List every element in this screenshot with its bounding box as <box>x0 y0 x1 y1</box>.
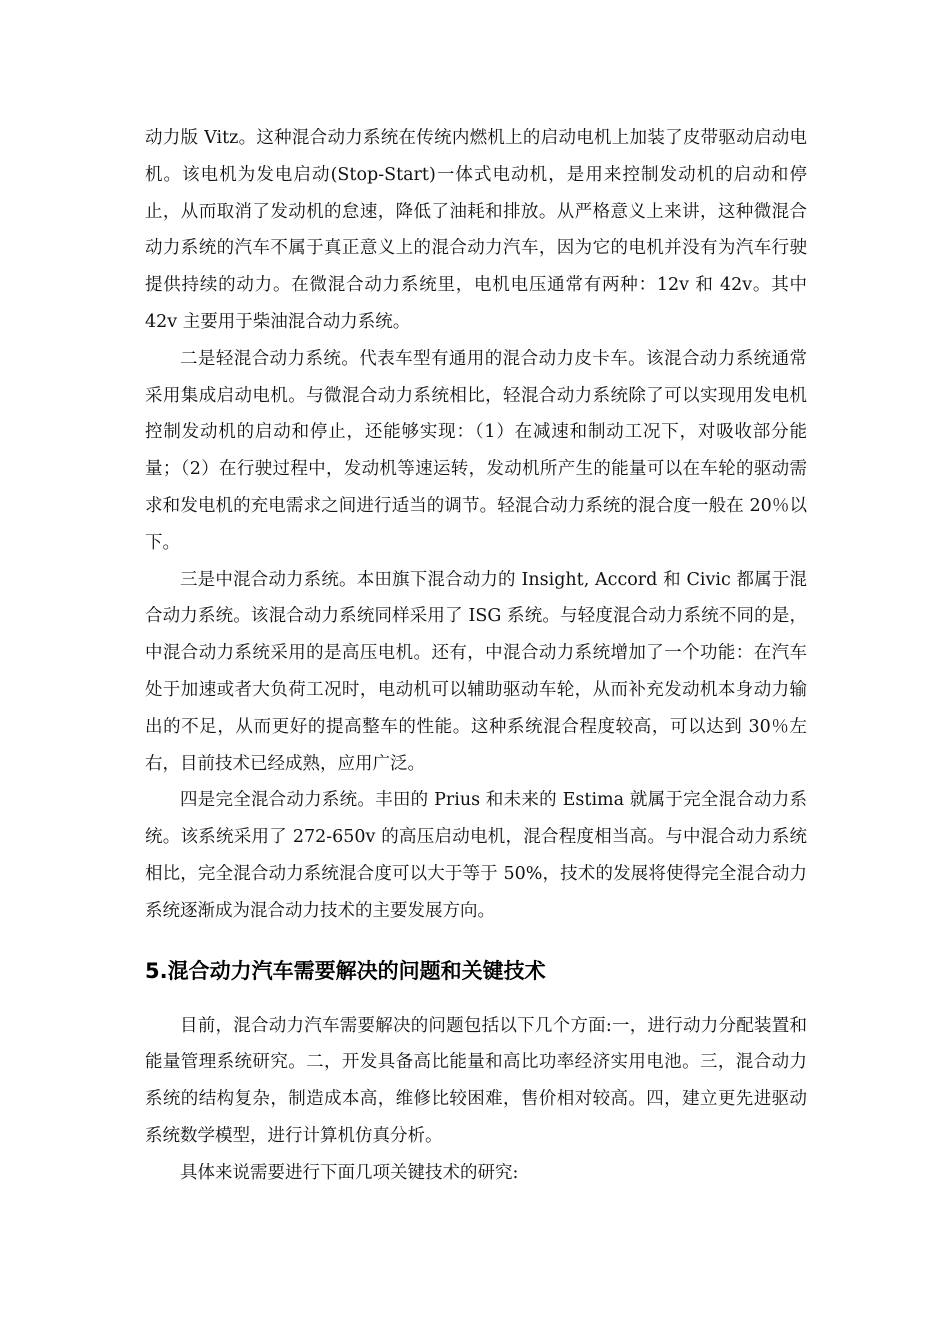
paragraph-mild-hybrid: 二是轻混合动力系统。代表车型有通用的混合动力皮卡车。该混合动力系统通常采用集成启动电机。与微混合动力系统相比，轻混合动力系统除了可以实现用发电机控制发动机的启动和停止，还能够实现：（1）在减速和制动工况下，对吸收部分能量；（2）在行驶过程中，发动机等速运转，发动机所产生的能量可以在车轮的驱动需求和发电机的充电需求之间进行适当的调节。轻混合动力系统的混合度一般在 20％以下。 <box>145 348 807 553</box>
section-heading: 5.混合动力汽车需要解决的问题和关键技术 <box>145 958 546 983</box>
paragraph-medium-hybrid: 三是中混合动力系统。本田旗下混合动力的 Insight, Accord 和 Civic 都属于混合动力系统。该混合动力系统同样采用了 ISG 系统。与轻度混合动力系统不同的是，中混合动力系统采用的是高压电机。还有，中混合动力系统增加了一个功能：在汽车处于加速或者大负荷工况时，电动机可以辅助驱动车轮，从而补充发动机本身动力输出的不足，从而更好的提高整车的性能。这种系统混合程度较高，可以达到 30％左右，目前技术已经成熟，应用广泛。 <box>145 569 807 774</box>
paragraph-micro-hybrid-continued: 动力版 Vitz。这种混合动力系统在传统内燃机上的启动电机上加装了皮带驱动启动电机。该电机为发电启动(Stop-Start)一体式电动机，是用来控制发动机的启动和停止，从而取消了发动机的怠速，降低了油耗和排放。从严格意义上来讲，这种微混合动力系统的汽车不属于真正意义上的混合动力汽车，因为它的电机并没有为汽车行驶提供持续的动力。在微混合动力系统里，电机电压通常有两种：12v 和 42v。其中 42v 主要用于柴油混合动力系统。 <box>145 128 807 332</box>
document-body <box>145 120 807 1192</box>
paragraph-key-technologies-intro: 具体来说需要进行下面几项关键技术的研究: <box>180 1162 519 1183</box>
paragraph-full-hybrid: 四是完全混合动力系统。丰田的 Prius 和未来的 Estima 就属于完全混合动力系统。该系统采用了 272-650v 的高压启动电机，混合程度相当高。与中混合动力系统相比，完全混合动力系统混合度可以大于等于 50%，技术的发展将使得完全混合动力系统逐渐成为混合动力技术的主要发展方向。 <box>145 790 807 921</box>
paragraph-problems: 目前，混合动力汽车需要解决的问题包括以下几个方面:一，进行动力分配装置和能量管理系统研究。二，开发具备高比能量和高比功率经济实用电池。三，混合动力系统的结构复杂，制造成本高，维修比较困难，售价相对较高。四，建立更先进驱动系统数学模型，进行计算机仿真分析。 <box>145 1015 807 1146</box>
